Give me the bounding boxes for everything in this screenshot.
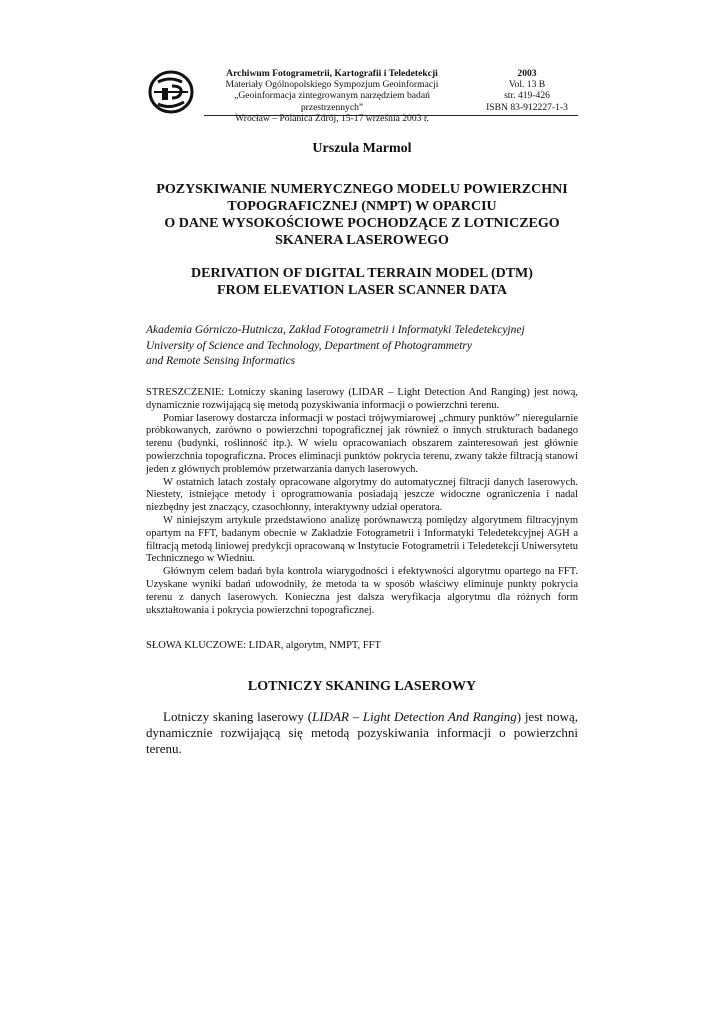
journal-header xyxy=(146,68,578,124)
abstract-paragraph: Głównym celem badań była kontrola wiarygodności i efektywności algorytmu opartego na FFT. Uzyskane wyniki badań udowodniły, że metoda ta w sposób właściwy eliminuje punkty pokrycia terenu z danych laserowych. Konieczna jest dalsza weryfikacja algorytmu dla różnych form ukształtowania i pokrycia powierzchni topograficznej. xyxy=(146,566,578,616)
header-year: 2003 xyxy=(517,68,537,79)
symposium-line: Materiały Ogólnopolskiego Sympozjum Geoinformacji xyxy=(225,79,439,91)
abstract-paragraph: Pomiar laserowy dostarcza informacji w postaci trójwymiarowej „chmury punktów” nieregularnie próbkowanych, zarówno o powierzchni topograficznej jak również o innych strukturach badanego terenu (budynki, roślinność itp.). W wielu opracowaniach obszarem zainteresowań jest głównie powierzchnia topograficzna. Proces eliminacji punktów pokrycia terenu, zwany także filtracją stanowi jeden z głównych problemów przetwarzania danych laserowych. xyxy=(146,412,578,475)
symposium-place-date: Wrocław – Polanica Zdrój, 15-17 września 2003 r. xyxy=(235,112,429,124)
abstract-paragraph: STRESZCZENIE: Lotniczy skaning laserowy (LIDAR – Light Detection And Ranging) jest nową, dynamicznie rozwijającą się metodą pozyskiwania informacji o powierzchni terenu. xyxy=(146,387,578,411)
title-en-line: FROM ELEVATION LASER SCANNER DATA xyxy=(217,283,507,298)
header-right-block xyxy=(476,68,578,113)
section-heading: LOTNICZY SKANING LASEROWY xyxy=(247,679,477,694)
affiliation xyxy=(146,323,578,370)
body-text-post: ) jest nową, xyxy=(516,709,578,724)
keywords: SŁOWA KLUCZOWE: LIDAR, algorytm, NMPT, FFT xyxy=(146,640,381,651)
title-pl-line: POZYSKIWANIE NUMERYCZNEGO MODELU POWIERZCHNI xyxy=(156,182,568,197)
body-line-2: dynamicznie rozwijającą się metodą pozyskiwania informacji o powierzchni terenu. xyxy=(146,725,578,756)
title-english xyxy=(146,265,578,299)
title-en-line: DERIVATION OF DIGITAL TERRAIN MODEL (DTM) xyxy=(191,266,533,281)
title-pl-line: SKANERA LASEROWEGO xyxy=(275,233,449,248)
title-pl-line: O DANE WYSOKOŚCIOWE POCHODZĄCE Z LOTNICZEGO xyxy=(164,216,560,231)
symposium-title: „Geoinformacja zintegrowanym narzędziem badań przestrzennych” xyxy=(234,90,430,113)
title-pl-line: TOPOGRAFICZNEJ (NMPT) W OPARCIU xyxy=(227,199,497,214)
header-pages: str. 419-426 xyxy=(504,90,550,102)
affiliation-line: and Remote Sensing Informatics xyxy=(146,355,296,367)
body-text-pre: Lotniczy skaning laserowy ( xyxy=(163,709,313,724)
body-line-1 xyxy=(146,709,578,725)
author-name: Urszula Marmol xyxy=(312,141,412,156)
abstract-paragraph: W ostatnich latach zostały opracowane algorytmy do automatycznej filtracji danych laserowych. Niestety, istniejące metody i oprogramowania posiadają jeszcze widoczne ograniczenia i nadal niezbędny jest znaczący, czasochłonny, interaktywny udział operatora. xyxy=(146,476,578,514)
abstract-paragraph: W niniejszym artykule przedstawiono analizę porównawczą pomiędzy algorytmem filtracyjnym opartym na FFT, badanym obecnie w Zakładzie Fotogrametrii i Informatyki Teledetekcyjnej AGH a filtracją metodą liniowej predykcji opracowaną w Instytucie Fotogrametrii i Teledetekcji Uniwersytetu Technicznego w Wiedniu. xyxy=(146,514,578,565)
title-polish xyxy=(146,181,578,249)
header-volume: Vol. 13 B xyxy=(508,79,546,91)
journal-name: Archiwum Fotogrametrii, Kartografii i Teledetekcji xyxy=(226,68,438,79)
body-paragraph xyxy=(146,709,578,757)
header-rule xyxy=(204,115,578,116)
affiliation-line: Akademia Górniczo-Hutnicza, Zakład Fotogrametrii i Informatyki Teledetekcyjnej xyxy=(146,324,525,336)
journal-logo-icon xyxy=(148,70,194,114)
header-isbn: ISBN 83-912227-1-3 xyxy=(486,101,568,113)
affiliation-line: University of Science and Technology, Department of Photogrammetry xyxy=(146,339,472,352)
body-text-italic: LIDAR – Light Detection And Ranging xyxy=(312,709,517,724)
abstract xyxy=(146,387,578,617)
